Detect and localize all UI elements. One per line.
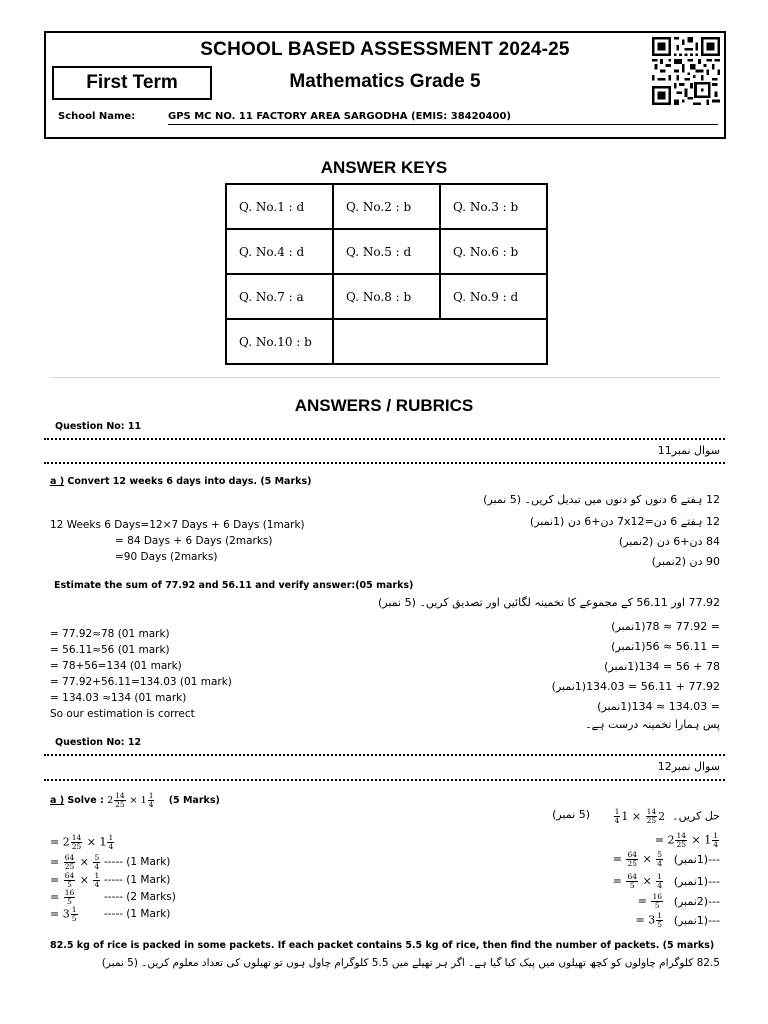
answer-key-cell: Q. No.4 : d [226,229,333,274]
q12-part-a-prefix: a ) [50,795,65,806]
q12-part-a-urdu-marks: (5 نمبر) [552,808,590,821]
school-name-value: GPS MC NO. 11 FACTORY AREA SARGODHA (EMIS: 38420400) [168,111,718,125]
school-name-label: School Name: [58,111,136,122]
q12-urdu-step-1: = 2 $\frac{14}{25}$ × 1 $\frac{1}{4}$ [654,831,718,849]
q12-urdu-step-5-marks: ---(1نمبر) [673,914,720,927]
q11-part-a [50,476,311,487]
q11-b-line-5: = 134.03 ≈134 (01 mark) [50,692,187,704]
dotted-separator [44,438,725,440]
q11-b-urdu-line-5: = 134.03 ≈ 134(1نمبر) [597,700,720,713]
q12-step-4: = $\frac{16}{5}$ [50,888,75,906]
q12-part-a-solve: Solve : [67,795,104,806]
q11-b-urdu-line-1: = 77.92 ≈ 78(1نمبر) [611,620,720,633]
answer-key-cell: Q. No.3 : b [440,184,547,229]
q12-urdu-step-5: = 3 $\frac{1}{5}$ [635,911,662,929]
q12-step-3-marks: ----- (1 Mark) [104,874,171,886]
term-box: First Term [52,66,212,100]
q12-urdu-expression: 2 $\frac{14}{25}$ × 1 $\frac{1}{4}$ [614,807,666,825]
q11-b-line-1: = 77.92≈78 (01 mark) [50,628,170,640]
q11-b-urdu-line-6: پس ہمارا تخمینہ درست ہے۔ [585,718,720,731]
q12-urdu-step-4-marks: ---(2نمبر) [673,895,720,908]
q11-a-line-2: = 84 Days + 6 Days (2marks) [115,535,273,547]
q12-urdu-step-4: = $\frac{16}{5}$ [637,892,662,910]
q11-part-b-urdu: 77.92 اور 56.11 کے مجموعے کا تخمینہ لگائیں اور تصدیق کریں۔ (5 نمبر) [378,596,720,609]
q12-part-a-urdu-text: حل کریں۔ [672,809,720,823]
answer-key-cell: Q. No.7 : a [226,274,333,319]
q12-step-2-marks: ----- (1 Mark) [104,856,171,868]
assessment-title: SCHOOL BASED ASSESSMENT 2024-25 [200,39,570,60]
q11-b-line-4: = 77.92+56.11=134.03 (01 mark) [50,676,232,688]
question-12-label: Question No: 12 [55,737,142,748]
question-11-label: Question No: 11 [55,421,142,432]
q12-part-b: 82.5 kg of rice is packed in some packets. If each packet contains 5.5 kg of rice, then find the number of packets. (5 marks) [50,940,715,951]
header-box [44,31,726,139]
q12-step-5: = 3 $\frac{1}{5}$ [50,905,77,923]
q12-urdu-step-2: = $\frac{64}{25}$ × $\frac{5}{4}$ [612,850,662,868]
q12-expression: 2 $\frac{14}{25}$ × 1 $\frac{1}{4}$ [107,791,154,809]
answer-key-cell: Q. No.10 : b [226,319,333,364]
q12-part-a [50,792,220,809]
q12-part-a-marks: (5 Marks) [168,795,220,806]
q11-b-line-6: So our estimation is correct [50,708,195,720]
q11-a-urdu-line-2: 84 دن+6 دن (2نمبر) [618,535,720,548]
question-12-urdu-label: سوال نمبر12 [657,760,720,773]
question-11-urdu-label: سوال نمبر11 [657,444,720,457]
q11-b-urdu-line-2: = 56.11 ≈ 56(1نمبر) [611,640,720,653]
answer-keys-table [225,183,548,365]
q12-urdu-step-3-marks: ---(1نمبر) [673,875,720,888]
q12-part-a-urdu [613,808,720,825]
rubrics-title: ANSWERS / RUBRICS [294,396,474,415]
q11-b-urdu-line-4: 77.92 + 56.11 = 134.03(1نمبر) [551,680,720,693]
answer-key-cell: Q. No.6 : b [440,229,547,274]
q12-step-1: = 2 $\frac{14}{25}$ × 1 $\frac{1}{4}$ [50,833,114,851]
answer-key-cell: Q. No.8 : b [333,274,440,319]
q11-part-a-prefix: a ) [50,476,65,487]
dotted-separator [44,779,725,781]
answer-key-empty-cell [333,319,547,364]
section-divider [50,377,720,378]
q11-part-a-urdu: 12 ہفتے 6 دنوں کو دنوں میں تبدیل کریں۔ (5 نمبر) [483,493,720,506]
q11-part-a-text: Convert 12 weeks 6 days into days. (5 Marks) [67,476,312,487]
answer-key-cell: Q. No.1 : d [226,184,333,229]
q12-urdu-step-2-marks: ---(1نمبر) [673,853,720,866]
subject-title: Mathematics Grade 5 [289,71,481,92]
q12-part-b-urdu: 82.5 کلوگرام چاولوں کو کچھ تھیلوں میں پیک کیا گیا ہے۔ اگر ہر تھیلے میں 5.5 کلوگرام چاول ہوں تو تھیلوں کی تعداد معلوم کریں۔ (5 نمبر) [101,957,720,969]
q11-b-line-2: = 56.11≈56 (01 mark) [50,644,170,656]
q12-step-3: = $\frac{64}{5}$ × $\frac{1}{4}$ [50,871,100,889]
q11-a-urdu-line-1: 12 ہفتے 6 دن=7x12 دن+6 دن (1نمبر) [529,515,720,528]
answer-key-cell: Q. No.2 : b [333,184,440,229]
dotted-separator [44,754,725,756]
q11-a-urdu-line-3: 90 دن (2نمبر) [651,555,720,568]
q11-b-urdu-line-3: 78 + 56 = 134(1نمبر) [604,660,720,673]
q11-a-line-1: 12 Weeks 6 Days=12×7 Days + 6 Days (1mark) [50,519,305,531]
q12-step-2: = $\frac{64}{25}$ × $\frac{5}{4}$ [50,853,100,871]
q11-part-b: Estimate the sum of 77.92 and 56.11 and verify answer:(05 marks) [54,580,414,591]
q11-a-line-3: =90 Days (2marks) [115,551,218,563]
answer-key-cell: Q. No.5 : d [333,229,440,274]
q11-b-line-3: = 78+56=134 (01 mark) [50,660,182,672]
answer-key-cell: Q. No.9 : d [440,274,547,319]
q12-step-4-marks: ----- (2 Marks) [104,891,176,903]
answer-keys-title: ANSWER KEYS [320,158,448,177]
qr-code-icon [652,37,720,105]
q12-step-5-marks: ----- (1 Mark) [104,908,171,920]
q12-urdu-step-3: = $\frac{64}{5}$ × $\frac{1}{4}$ [612,872,662,890]
dotted-separator [44,462,725,464]
